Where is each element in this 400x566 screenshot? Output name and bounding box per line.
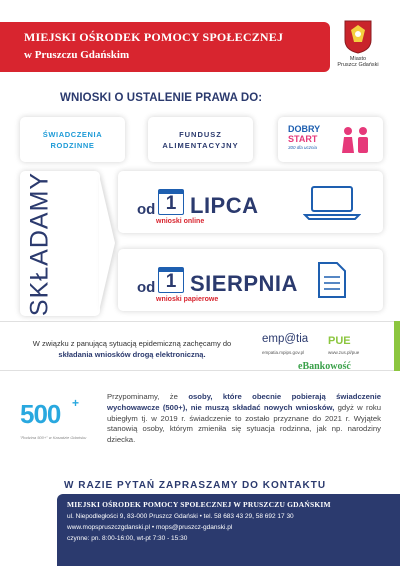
calendar-icon: 1 bbox=[158, 189, 184, 215]
contact-title: W RAZIE PYTAŃ ZAPRASZAMY DO KONTAKTU bbox=[64, 480, 327, 491]
document-icon bbox=[317, 261, 347, 299]
header-banner bbox=[0, 22, 330, 72]
program-500-info: Przypominamy, że osoby, które obecnie pobierają świadczenie wychowawcze (500+), nie muszą składać nowych wniosków, gdyż w roku ubiegłym tj. w 2019 r. świadczenie to zostało przyznane do 2021 r. Wyjątek stanowią osoby, którym zmieniła się sytuacja rodzinna, jak np. narodziny dziecka. bbox=[107, 392, 382, 445]
epidemic-text: W związku z panującą sytuacją epidemiczną zachęcamy do składania wniosków drogą elektroniczną. bbox=[32, 339, 232, 359]
contact-org: MIEJSKI OŚRODEK POMOCY SPOŁECZNEJ W PRUSZCZU GDAŃSKIM bbox=[67, 500, 331, 509]
empatia-logo[interactable]: emp@tia bbox=[262, 333, 309, 345]
header-subtitle: w Pruszczu Gdańskim bbox=[24, 49, 130, 61]
pue-logo[interactable]: PUE bbox=[328, 335, 351, 347]
contact-hours: czynne: pn. 8:00-16:00, wt-pt 7:30 - 15:30 bbox=[67, 535, 188, 542]
header-title: MIEJSKI OŚRODEK POMOCY SPOŁECZNEJ bbox=[24, 30, 284, 44]
date-month: SIERPNIA bbox=[190, 271, 298, 296]
benefit-alimony-fund: FUNDUSZ ALIMENTACYJNY bbox=[148, 117, 253, 162]
crest-caption: Miasto Pruszcz Gdański bbox=[337, 56, 379, 68]
contact-web[interactable]: www.mopspruszczgdanski.pl • mops@pruszcz-gdanski.pl bbox=[67, 524, 233, 531]
submit-vertical-label: SKŁADAMY bbox=[25, 171, 54, 317]
city-crest-icon bbox=[344, 20, 372, 54]
children-icon bbox=[338, 125, 374, 155]
date-prefix: od bbox=[137, 201, 156, 218]
program-500-logo: 500 bbox=[20, 399, 61, 429]
program-500-plus: + bbox=[72, 396, 80, 410]
benefit-good-start bbox=[278, 117, 383, 162]
contact-box bbox=[57, 494, 400, 566]
applications-title: WNIOSKI O USTALENIE PRAWA DO: bbox=[60, 92, 263, 104]
submit-row-paper bbox=[118, 249, 383, 311]
program-500-caption: "Rodzina 500+" w Kasadzie Gdańsku bbox=[20, 435, 87, 440]
empatia-url[interactable]: empatia.mpips.gov.pl bbox=[262, 350, 305, 355]
date-subtitle: wnioski papierowe bbox=[156, 296, 219, 303]
submit-row-online bbox=[118, 171, 383, 233]
date-month: LIPCA bbox=[190, 193, 259, 218]
pue-url[interactable]: www.zus.pl/pue bbox=[328, 350, 360, 355]
good-start-logo: DOBRY START 300 dla ucznia bbox=[288, 124, 321, 150]
ebanking-label: eBankowość bbox=[298, 361, 351, 372]
band-accent-stripe bbox=[394, 321, 400, 371]
date-prefix: od bbox=[137, 279, 156, 296]
arrow-shape bbox=[99, 175, 115, 311]
laptop-icon bbox=[303, 185, 361, 221]
benefit-family-benefits: ŚWIADCZENIA RODZINNE bbox=[20, 117, 125, 162]
contact-address: ul. Niepodległości 9, 83-000 Pruszcz Gdański • tel. 58 683 43 29, 58 692 17 30 bbox=[67, 513, 294, 520]
date-subtitle: wnioski online bbox=[156, 218, 205, 225]
calendar-icon: 1 bbox=[158, 267, 184, 293]
